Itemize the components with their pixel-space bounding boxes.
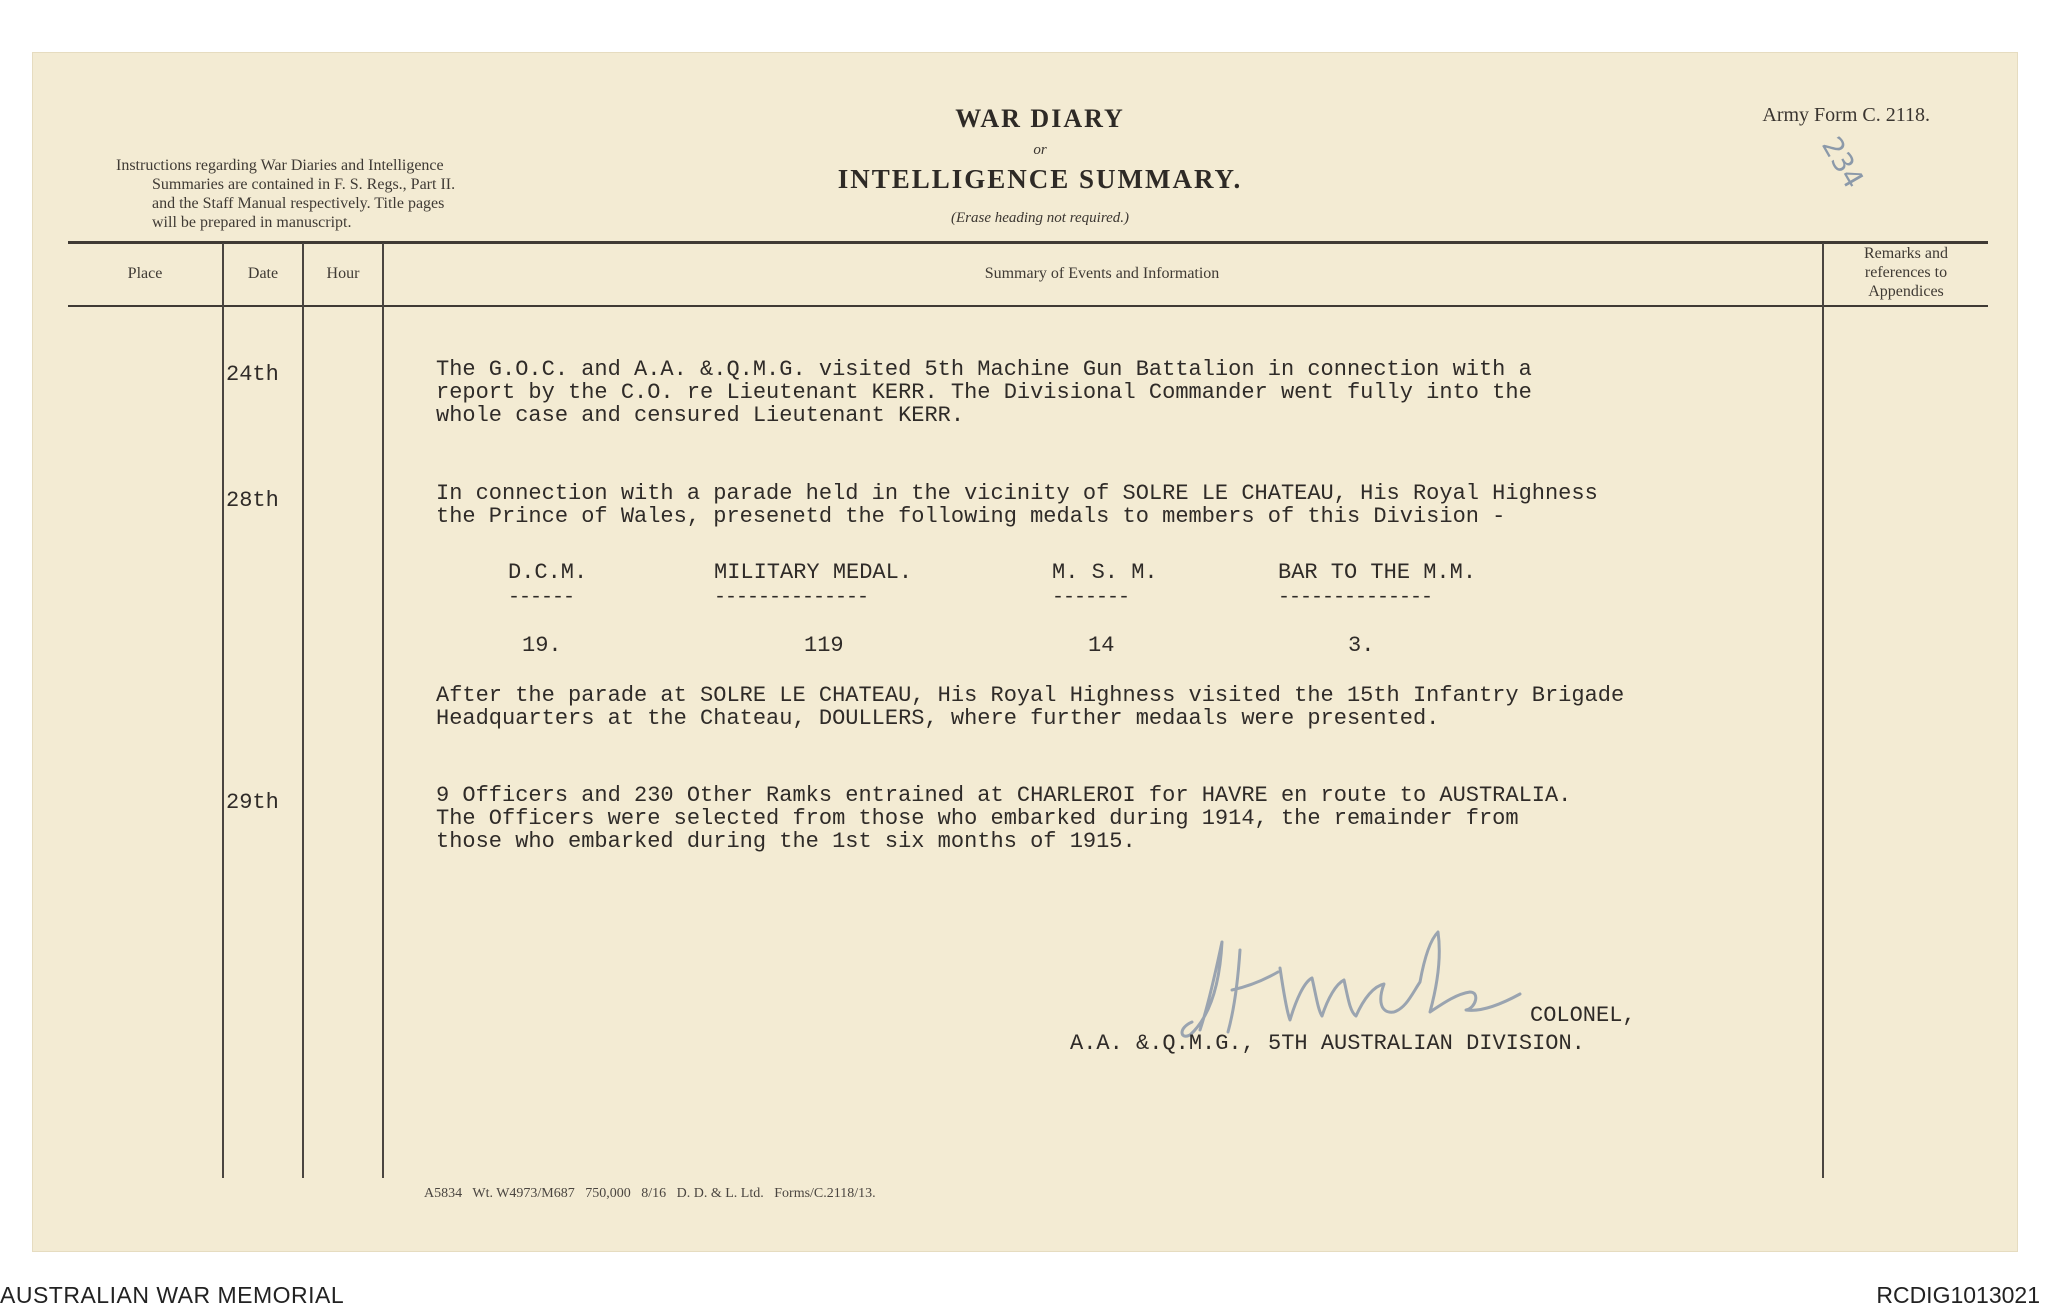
col-summary: Summary of Events and Information — [984, 265, 1220, 282]
col-remarks-line: Remarks and — [1864, 245, 1948, 262]
header-top-rule — [68, 241, 1988, 244]
col-remarks-line: Appendices — [1868, 283, 1944, 300]
medal-count: 19. — [522, 633, 562, 658]
medal-name: BAR TO THE M.M. — [1278, 560, 1477, 585]
entry-line: the Prince of Wales, presenetd the following medals to members of this Division - — [436, 504, 1506, 529]
title-or: or — [1033, 142, 1047, 158]
medal-name: MILITARY MEDAL. — [714, 560, 913, 585]
signature-rank: COLONEL, — [1530, 1003, 1636, 1028]
col-date: Date — [247, 265, 279, 282]
col-place: Place — [127, 265, 163, 282]
medal-underline: -------------- — [1278, 586, 1433, 609]
entry-line: The Officers were selected from those who embarked during 1914, the remainder from — [436, 806, 1519, 831]
entry-line: those who embarked during the 1st six months of 1915. — [436, 829, 1136, 854]
entry-line: report by the C.O. re Lieutenant KERR. The Divisional Commander went fully into the — [436, 380, 1532, 405]
printer-imprint: A5834 Wt. W4973/M687 750,000 8/16 D. D. & L. Ltd. Forms/C.2118/13. — [424, 1186, 876, 1201]
medal-underline: ------- — [1052, 586, 1130, 609]
col-remarks — [1824, 244, 1988, 301]
footer-record-id: RCDIG1013021 — [1876, 1282, 2040, 1308]
footer-institution: AUSTRALIAN WAR MEMORIAL — [0, 1282, 345, 1308]
signature-position: A.A. &.Q.M.G., 5TH AUSTRALIAN DIVISION. — [1070, 1031, 1585, 1056]
medal-count: 119 — [804, 633, 844, 658]
instructions-line: and the Staff Manual respectively. Title pages — [152, 195, 445, 212]
entry-line: whole case and censured Lieutenant KERR. — [436, 403, 965, 428]
column-divider — [382, 243, 384, 1178]
entry-line: The G.O.C. and A.A. &.Q.M.G. visited 5th Machine Gun Battalion in connection with a — [436, 357, 1532, 382]
title-war-diary: WAR DIARY — [955, 104, 1125, 133]
column-divider — [222, 243, 224, 1178]
instructions-note — [116, 156, 576, 232]
entry-line: In connection with a parade held in the vicinity of SOLRE LE CHATEAU, His Royal Highness — [436, 481, 1598, 506]
medal-name: D.C.M. — [508, 560, 588, 585]
medal-count: 3. — [1348, 633, 1375, 658]
army-form-number: Army Form C. 2118. — [1762, 104, 1930, 126]
entry-date: 24th — [226, 362, 279, 387]
medal-underline: ------ — [508, 586, 575, 609]
instructions-line: Summaries are contained in F. S. Regs., Part II. — [152, 176, 456, 193]
instructions-line: Instructions regarding War Diaries and Intelligence — [116, 157, 444, 174]
entry-line: 9 Officers and 230 Other Ramks entrained at CHARLEROI for HAVRE en route to AUSTRALIA. — [436, 783, 1572, 808]
erase-note: (Erase heading not required.) — [950, 210, 1130, 226]
column-divider — [1822, 243, 1824, 1178]
title-intelligence-summary: INTELLIGENCE SUMMARY. — [837, 164, 1243, 194]
column-divider — [302, 243, 304, 1178]
header-bottom-rule — [68, 305, 1988, 307]
col-hour: Hour — [326, 265, 360, 282]
instructions-line: will be prepared in manuscript. — [152, 214, 352, 231]
pencil-page-number: 234 — [1815, 131, 1871, 194]
entry-line: Headquarters at the Chateau, DOULLERS, where further medaals were presented. — [436, 706, 1440, 731]
entry-date: 29th — [226, 790, 279, 815]
medal-underline: -------------- — [714, 586, 869, 609]
entry-date: 28th — [226, 488, 279, 513]
diary-page — [32, 52, 2018, 1252]
col-remarks-line: references to — [1864, 264, 1948, 281]
entry-line: After the parade at SOLRE LE CHATEAU, His Royal Highness visited the 15th Infantry Brigade — [436, 683, 1625, 708]
medal-name: M. S. M. — [1052, 560, 1158, 585]
medal-count: 14 — [1088, 633, 1115, 658]
